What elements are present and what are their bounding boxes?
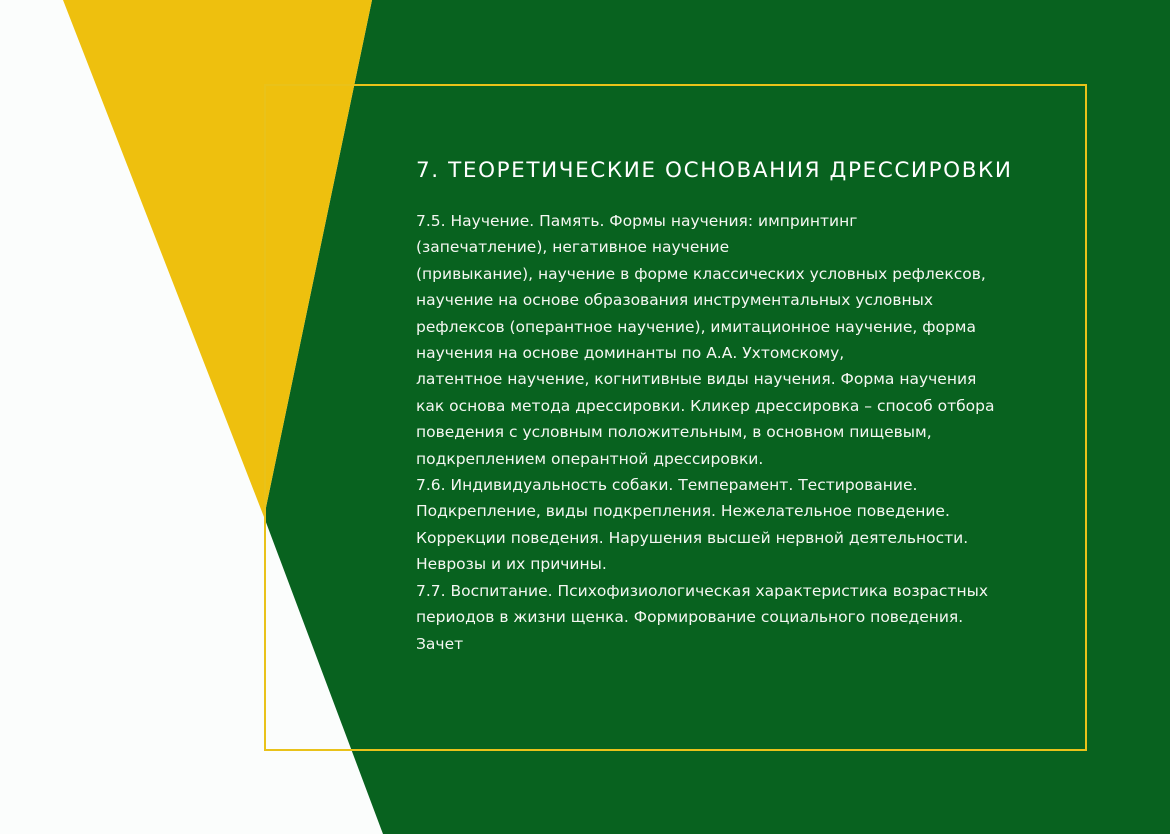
body-line: Подкрепление, виды подкрепления. Нежелательное поведение. bbox=[416, 502, 950, 521]
body-line: поведения с условным положительным, в основном пищевым, bbox=[416, 423, 932, 442]
body-line: как основа метода дрессировки. Кликер дрессировка – способ отбора bbox=[416, 396, 995, 415]
body-line: (запечатление), негативное научение bbox=[416, 238, 730, 257]
body-line: научения на основе доминанты по А.А. Ухтомскому, bbox=[416, 344, 845, 363]
body-line: латентное научение, когнитивные виды научения. Форма научения bbox=[416, 370, 977, 389]
body-line: периодов в жизни щенка. Формирование социального поведения. bbox=[416, 608, 964, 627]
body-line: подкреплением оперантной дрессировки. bbox=[416, 449, 764, 468]
body-line: Неврозы и их причины. bbox=[416, 555, 607, 574]
body-line: 7.6. Индивидуальность собаки. Темперамент. Тестирование. bbox=[416, 476, 918, 495]
slide-body bbox=[416, 208, 1041, 657]
slide-title: 7. ТЕОРЕТИЧЕСКИЕ ОСНОВАНИЯ ДРЕССИРОВКИ bbox=[416, 158, 1013, 183]
body-line: Коррекции поведения. Нарушения высшей нервной деятельности. bbox=[416, 528, 969, 547]
body-line: рефлексов (оперантное научение), имитационное научение, форма bbox=[416, 317, 976, 336]
body-line: 7.7. Воспитание. Психофизиологическая характеристика возрастных bbox=[416, 581, 988, 600]
slide-content bbox=[416, 155, 1041, 657]
body-line: научение на основе образования инструментальных условных bbox=[416, 291, 934, 310]
body-line: Зачет bbox=[416, 634, 464, 653]
body-line: 7.5. Научение. Память. Формы научения: импринтинг bbox=[416, 212, 858, 230]
body-line: (привыкание), научение в форме классических условных рефлексов, bbox=[416, 264, 986, 283]
